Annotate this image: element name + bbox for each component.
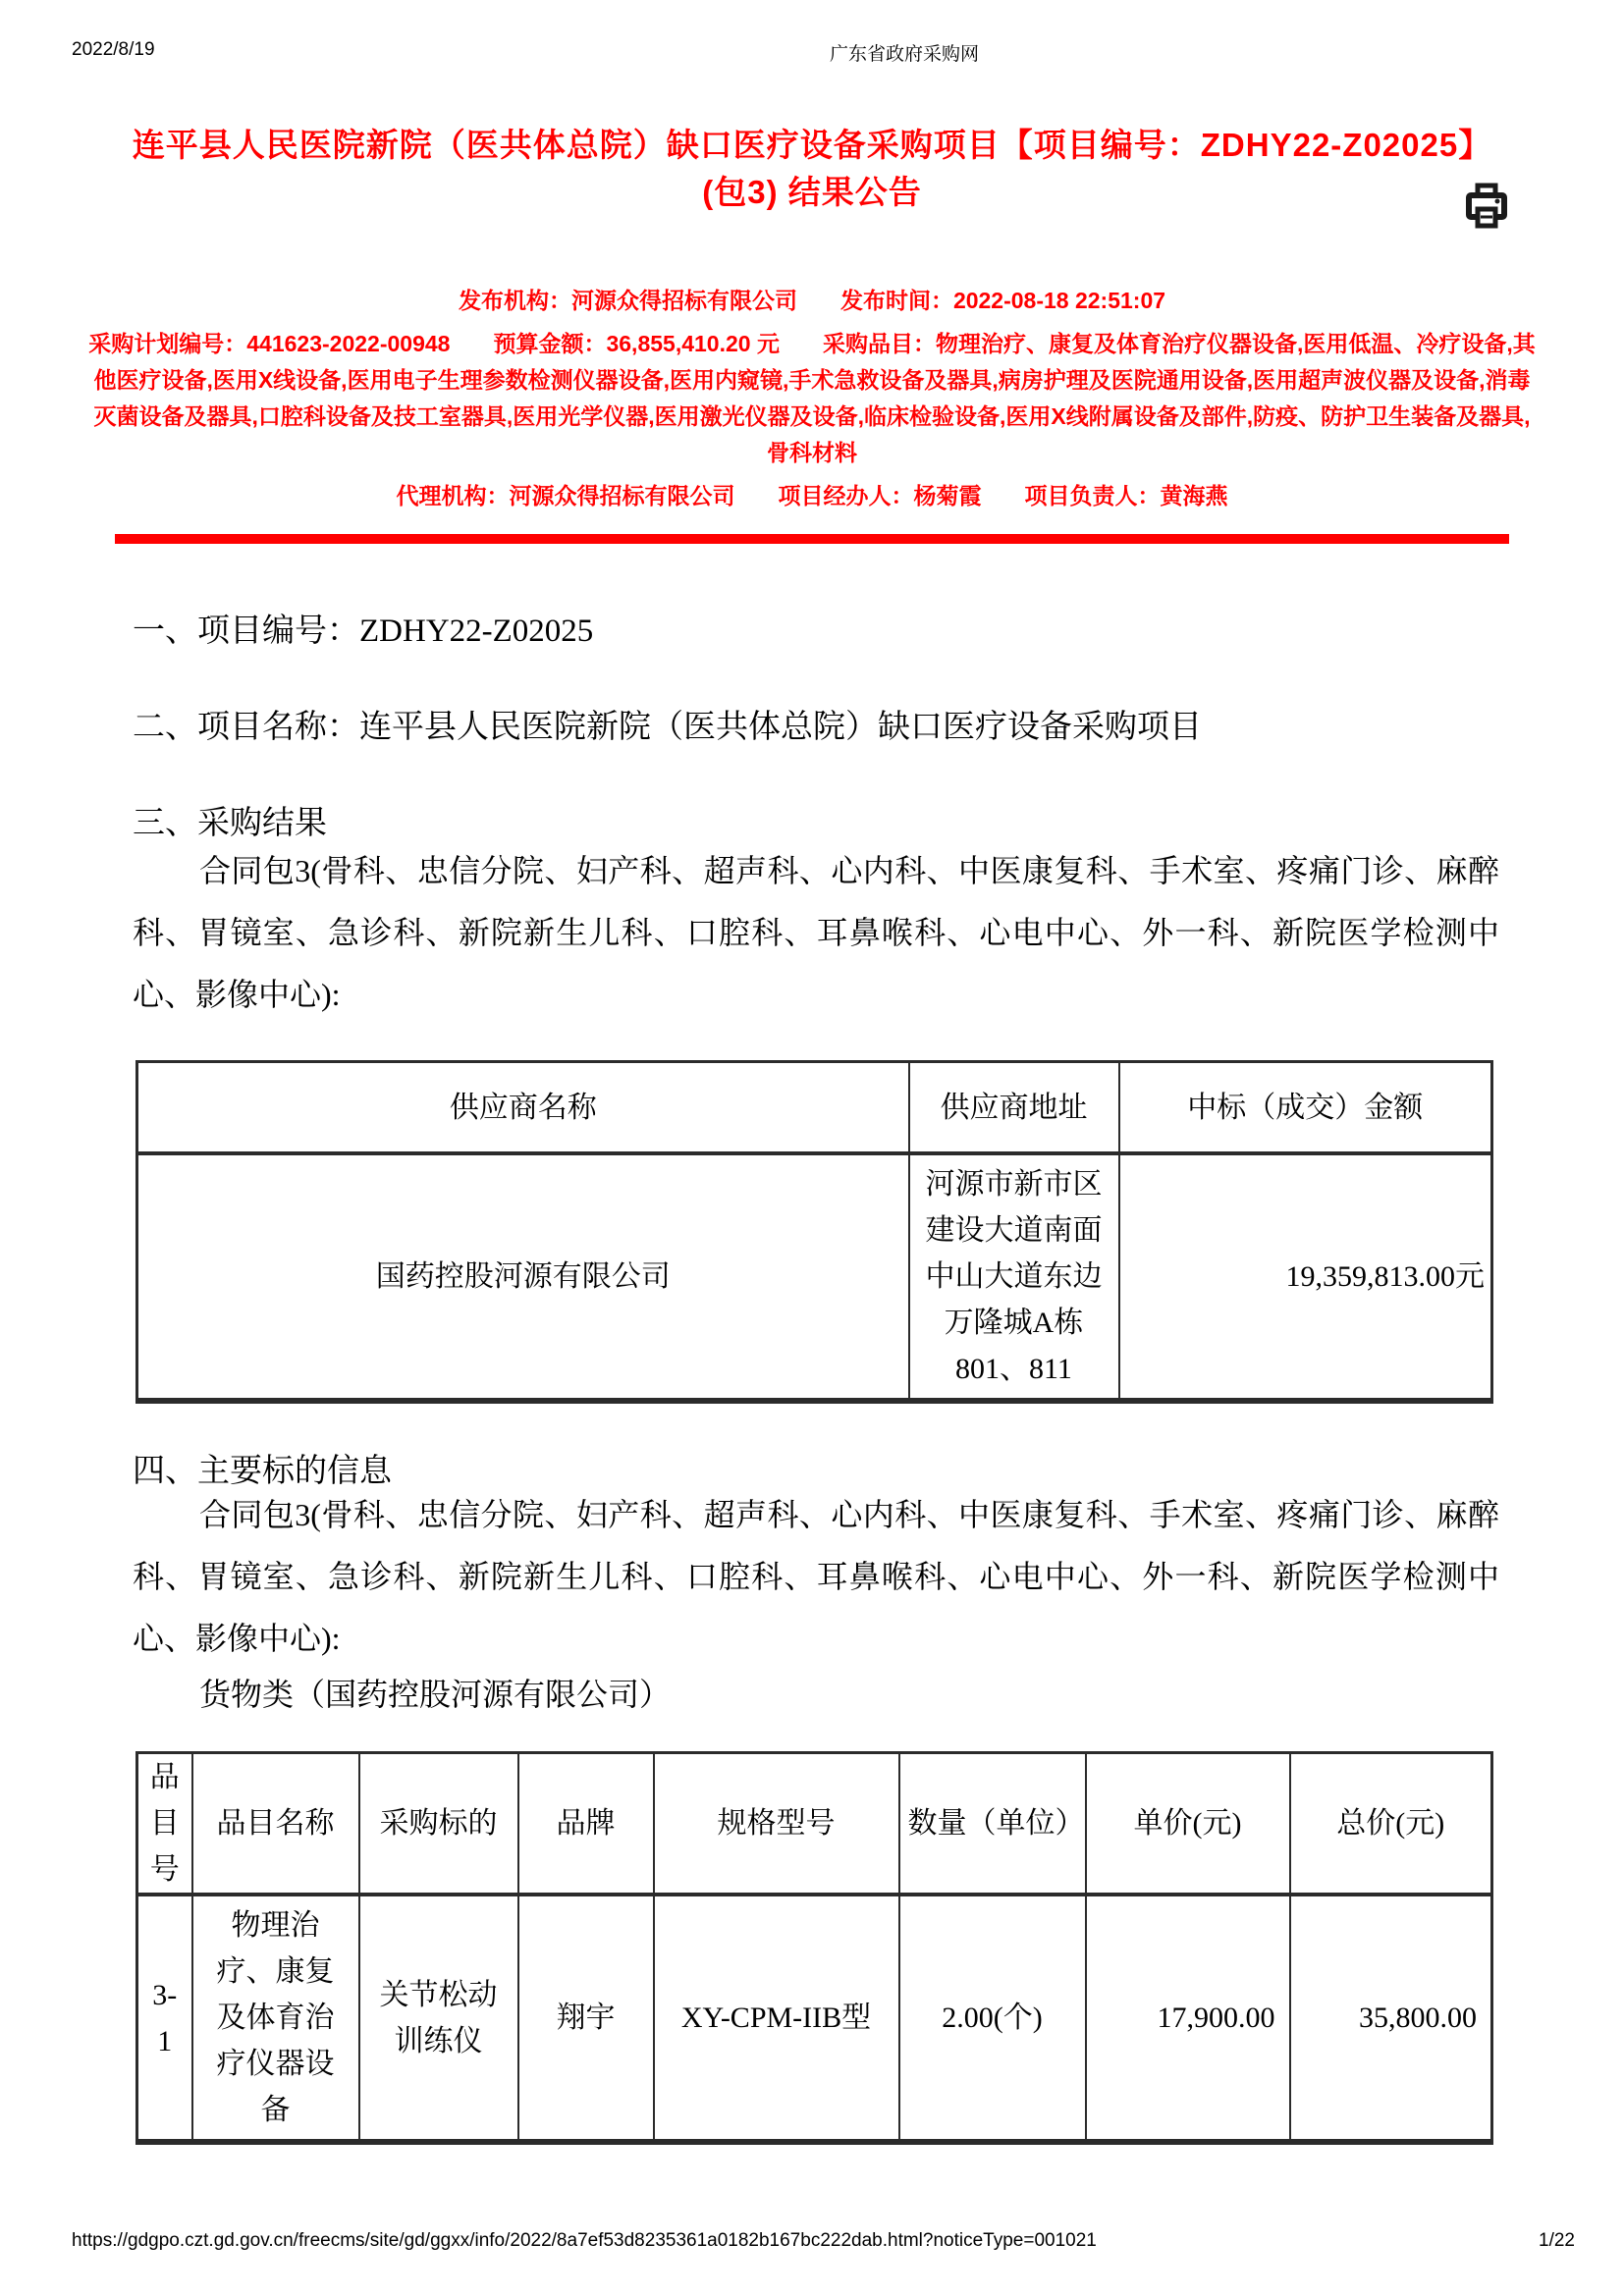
footer-page-number: 1/22 bbox=[1539, 2230, 1575, 2251]
budget-label: 预算金额： bbox=[493, 331, 607, 356]
section-main-subject-info: 四、主要标的信息 bbox=[133, 1454, 392, 1489]
items-value: 物理治疗、康复及体育治疗仪器设备,医用低温、冷疗设备,其他医疗设备,医用X线设备,医用电子生理参数检测仪器设备,医用内窥镜,手术急救设备及器具,病房护理及医院通用设备,医用超声波仪器及设备,消毒灭菌设备及器具,口腔科设备及技工室器具,医用光学仪器,医用激光仪器及设备,临床检验设备,医用X线附属设备及部件,防疫、防护卫生装备及器具,骨科材料 bbox=[93, 331, 1536, 465]
cell-item-no: 3-1 bbox=[137, 1895, 192, 2142]
goods-category-line: 货物类（国药控股河源有限公司） bbox=[199, 1677, 672, 1712]
package-paragraph-2: 合同包3(骨科、忠信分院、妇产科、超声科、心内科、中医康复科、手术室、疼痛门诊、麻醉科、胃镜室、急诊科、新院新生儿科、口腔科、耳鼻喉科、心电中心、外一科、新院医学检测中心、影像中心): bbox=[133, 1497, 1499, 1656]
announcement-meta bbox=[88, 283, 1536, 514]
publish-info-line bbox=[88, 283, 1536, 319]
header-supplier-address: 供应商地址 bbox=[909, 1062, 1119, 1154]
agency-value: 河源众得招标有限公司 bbox=[509, 483, 735, 508]
header-spec-model: 规格型号 bbox=[654, 1753, 899, 1896]
subject-detail-table-wrap bbox=[135, 1751, 1490, 2145]
cell-unit-price: 17,900.00 bbox=[1086, 1895, 1290, 2142]
table-row bbox=[137, 1153, 1492, 1401]
section-project-number: 一、项目编号：ZDHY22-Z02025 bbox=[133, 614, 594, 649]
plan-no-value: 441623-2022-00948 bbox=[246, 331, 451, 356]
cell-supplier-name: 国药控股河源有限公司 bbox=[137, 1153, 909, 1401]
table-header-row bbox=[137, 1062, 1492, 1154]
plan-no-label: 采购计划编号： bbox=[88, 331, 247, 356]
site-title: 广东省政府采购网 bbox=[830, 44, 980, 65]
page-title: 连平县人民医院新院（医共体总院）缺口医疗设备采购项目【项目编号：ZDHY22-Z02025】(包3) 结果公告 bbox=[132, 127, 1492, 210]
print-date: 2022/8/19 bbox=[72, 39, 155, 60]
cell-item-name: 物理治疗、康复及体育治疗仪器设备 bbox=[192, 1895, 359, 2142]
publish-time-value: 2022-08-18 22:51:07 bbox=[952, 288, 1166, 313]
cell-procurement-target: 关节松动训练仪 bbox=[359, 1895, 518, 2142]
agency-info-line bbox=[88, 478, 1536, 514]
header-brand: 品牌 bbox=[518, 1753, 654, 1896]
section-procurement-result: 三、采购结果 bbox=[133, 806, 327, 841]
manager-label: 项目负责人： bbox=[1024, 483, 1161, 508]
cell-total-price: 35,800.00 bbox=[1290, 1895, 1492, 2142]
header-item-no: 品目号 bbox=[137, 1753, 192, 1896]
handler-label: 项目经办人： bbox=[778, 483, 914, 508]
header-award-amount: 中标（成交）金额 bbox=[1119, 1062, 1492, 1154]
table-header-row bbox=[137, 1753, 1492, 1896]
header-item-name: 品目名称 bbox=[192, 1753, 359, 1896]
supplier-result-table bbox=[135, 1060, 1493, 1404]
table-row bbox=[137, 1895, 1492, 2142]
red-divider bbox=[115, 534, 1509, 544]
cell-supplier-address: 河源市新市区建设大道南面中山大道东边万隆城A栋801、811 bbox=[909, 1153, 1119, 1401]
cell-quantity-unit: 2.00(个) bbox=[899, 1895, 1086, 2142]
section-project-name: 二、项目名称：连平县人民医院新院（医共体总院）缺口医疗设备采购项目 bbox=[133, 710, 1202, 745]
publish-time-label: 发布时间： bbox=[839, 288, 953, 313]
publisher-label: 发布机构： bbox=[458, 288, 571, 313]
header-quantity-unit: 数量（单位） bbox=[899, 1753, 1086, 1896]
header-total-price: 总价(元) bbox=[1290, 1753, 1492, 1896]
header-supplier-name: 供应商名称 bbox=[137, 1062, 909, 1154]
footer-url: https://gdgpo.czt.gd.gov.cn/freecms/site/gd/ggxx/info/2022/8a7ef53d8235361a0182b167bc222dab.html?noticeType=001021 bbox=[72, 2230, 1097, 2251]
printer-icon[interactable] bbox=[1465, 183, 1508, 230]
cell-brand: 翔宇 bbox=[518, 1895, 654, 2142]
supplier-result-table-wrap bbox=[135, 1060, 1490, 1404]
package-paragraph: 合同包3(骨科、忠信分院、妇产科、超声科、心内科、中医康复科、手术室、疼痛门诊、麻醉科、胃镜室、急诊科、新院新生儿科、口腔科、耳鼻喉科、心电中心、外一科、新院医学检测中心、影像中心): bbox=[133, 853, 1499, 1012]
cell-award-amount: 19,359,813.00元 bbox=[1119, 1153, 1492, 1401]
budget-value: 36,855,410.20 元 bbox=[606, 331, 780, 356]
subject-detail-table bbox=[135, 1751, 1493, 2145]
procurement-meta-paragraph bbox=[88, 326, 1536, 471]
manager-value: 黄海燕 bbox=[1160, 483, 1228, 508]
publisher-value: 河源众得招标有限公司 bbox=[570, 288, 797, 313]
header-procurement-target: 采购标的 bbox=[359, 1753, 518, 1896]
items-label: 采购品目： bbox=[822, 331, 936, 356]
header-unit-price: 单价(元) bbox=[1086, 1753, 1290, 1896]
agency-label: 代理机构： bbox=[396, 483, 510, 508]
handler-value: 杨菊霞 bbox=[913, 483, 982, 508]
cell-spec-model: XY-CPM-IIB型 bbox=[654, 1895, 899, 2142]
